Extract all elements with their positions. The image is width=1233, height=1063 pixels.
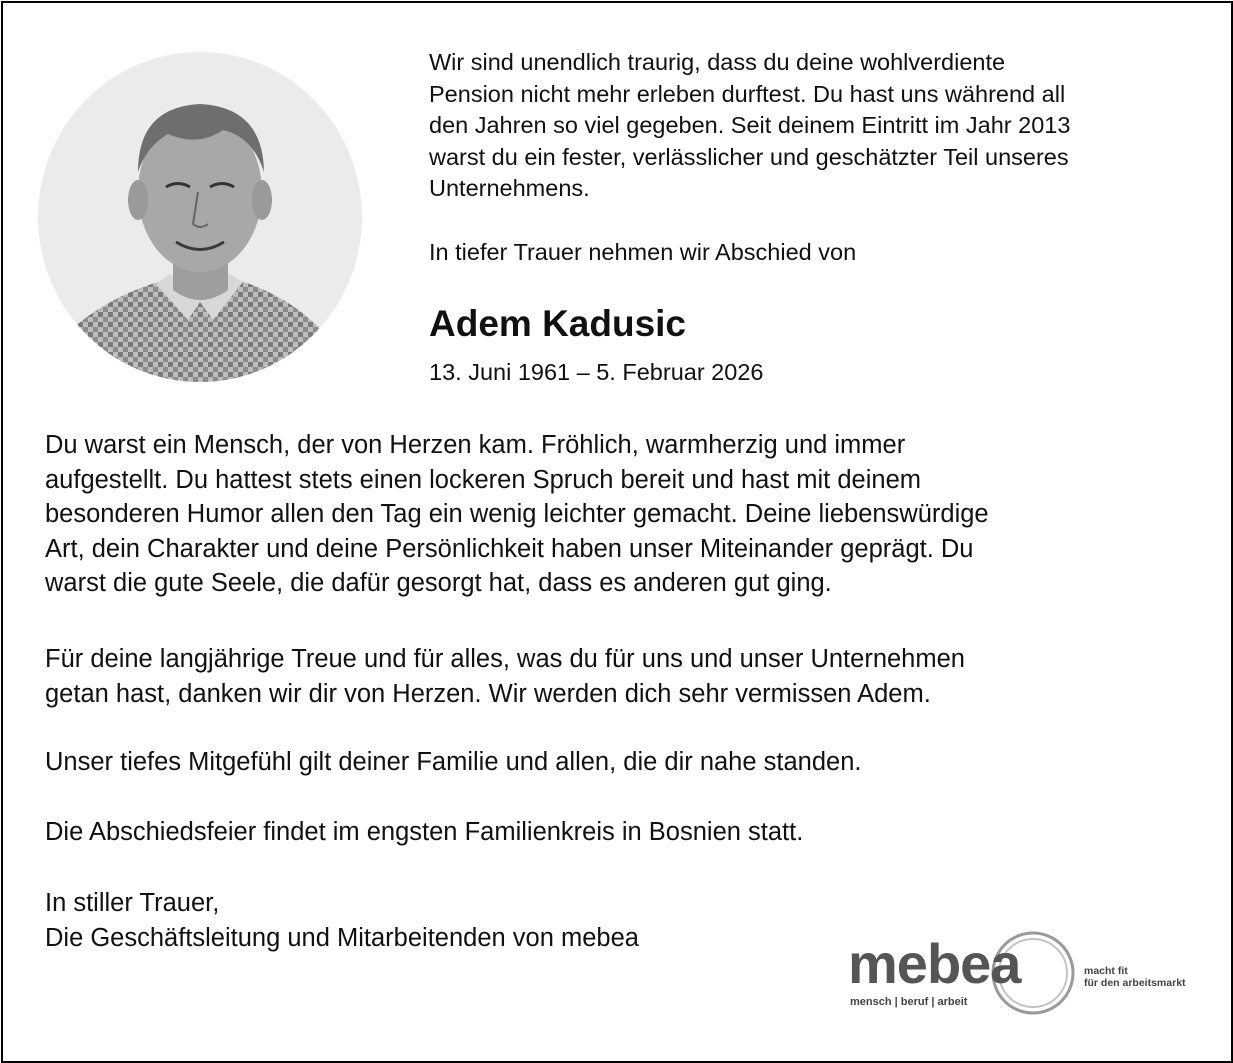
intro-text: Wir sind unendlich traurig, dass du deine wohlverdiente Pension nicht mehr erleben durftest. Du hast uns während all den Jahren so viel gegeben. Seit deinem Eintritt im Jahr 2013 warst du ein fester, verlässlicher und geschätzter Teil unseres Unternehmens. (429, 49, 1071, 201)
sympathy-paragraph: Unser tiefes Mitgefühl gilt deiner Familie und allen, die dir nahe standen. (45, 748, 862, 776)
portrait-photo (38, 52, 363, 382)
logo-wordmark: mebea (848, 932, 1021, 995)
logo-slogan: macht fit für den arbeitsmarkt (1084, 965, 1186, 989)
ceremony-paragraph: Die Abschiedsfeier findet im engsten Familienkreis in Bosnien statt. (45, 818, 804, 846)
thanks-paragraph: Für deine langjährige Treue und für alles, was du für uns und unser Unternehmen getan hast, danken wir dir von Herzen. Wir werden dich sehr vermissen Adem. (45, 645, 965, 708)
logo-tagline: mensch | beruf | arbeit (850, 996, 968, 1008)
farewell-line: In tiefer Trauer nehmen wir Abschied von (429, 239, 857, 265)
life-dates: 13. Juni 1961 – 5. Februar 2026 (429, 359, 764, 385)
signature-paragraph: In stiller Trauer, Die Geschäftsleitung und Mitarbeitenden von mebea (45, 889, 639, 952)
tribute-paragraph: Du warst ein Mensch, der von Herzen kam. Fröhlich, warmherzig und immer aufgestellt. Du hattest stets einen lockeren Spruch bereit und hast mit deinem besonderen Humor allen den Tag ein wenig leichter gemacht. Deine liebenswürdige Art, dein Charakter und deine Persönlichkeit haben unser Miteinander geprägt. Du warst die gute Seele, die dafür gesorgt hat, dass es anderen gut ging. (45, 431, 989, 597)
mebea-logo (842, 928, 1212, 1028)
deceased-name: Adem Kadusic (429, 303, 687, 344)
